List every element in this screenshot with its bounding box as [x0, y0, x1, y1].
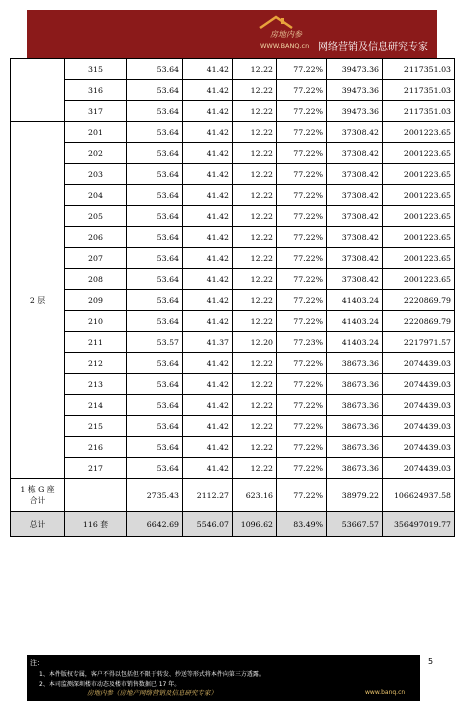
- total-price: 2074439.03: [383, 437, 455, 458]
- total-price: 2074439.03: [383, 374, 455, 395]
- efficiency-rate: 77.22%: [277, 122, 327, 143]
- table-row: [11, 269, 455, 290]
- table-row: [11, 101, 455, 122]
- unit-price: 38673.36: [327, 416, 383, 437]
- logo-url: WWW.BANQ.cn: [260, 42, 310, 50]
- table-row: [11, 122, 455, 143]
- efficiency-rate: 77.22%: [277, 290, 327, 311]
- inner-area: 5546.07: [183, 512, 233, 537]
- building-area: 53.64: [127, 374, 183, 395]
- building-area: 53.64: [127, 164, 183, 185]
- efficiency-rate: 77.22%: [277, 458, 327, 479]
- unit-number: 215: [65, 416, 127, 437]
- note-line-1: 1、本件版权专属，客户不得以包括但不限于转发、抄送等形式将本件向第三方透露。: [39, 671, 265, 678]
- unit-price: 38673.36: [327, 395, 383, 416]
- unit-number: 203: [65, 164, 127, 185]
- unit-price: 37308.42: [327, 206, 383, 227]
- shared-area: 12.22: [233, 311, 277, 332]
- total-price: 2217971.57: [383, 332, 455, 353]
- building-area: 53.64: [127, 416, 183, 437]
- unit-price: 39473.36: [327, 101, 383, 122]
- total-price: 2001223.65: [383, 206, 455, 227]
- efficiency-rate: 77.22%: [277, 80, 327, 101]
- shared-area: 12.22: [233, 395, 277, 416]
- inner-area: 41.42: [183, 395, 233, 416]
- total-price: 106624937.58: [383, 479, 455, 512]
- floor-cell: [11, 59, 65, 122]
- table-row: [11, 395, 455, 416]
- note-line-2: 2、本司监测深圳楼市动态及楼市销售数据已 17 年。: [39, 681, 181, 688]
- total-price: 2074439.03: [383, 395, 455, 416]
- building-area: 53.64: [127, 143, 183, 164]
- efficiency-rate: 77.22%: [277, 185, 327, 206]
- unit-price: 37308.42: [327, 164, 383, 185]
- building-area: 53.64: [127, 269, 183, 290]
- inner-area: 41.42: [183, 227, 233, 248]
- total-price: 2001223.65: [383, 185, 455, 206]
- shared-area: 12.22: [233, 59, 277, 80]
- unit-number: 217: [65, 458, 127, 479]
- inner-area: 41.42: [183, 290, 233, 311]
- efficiency-rate: 77.22%: [277, 227, 327, 248]
- efficiency-rate: 77.22%: [277, 269, 327, 290]
- table-row: [11, 185, 455, 206]
- unit-number: 206: [65, 227, 127, 248]
- total-price: 2001223.65: [383, 164, 455, 185]
- unit-price: 53667.57: [327, 512, 383, 537]
- building-area: 2735.43: [127, 479, 183, 512]
- unit-number: 211: [65, 332, 127, 353]
- inner-area: 41.37: [183, 332, 233, 353]
- building-area: 53.57: [127, 332, 183, 353]
- shared-area: 12.22: [233, 206, 277, 227]
- footer-url: www.banq.cn: [365, 689, 406, 696]
- building-area: 53.64: [127, 206, 183, 227]
- shared-area: 1096.62: [233, 512, 277, 537]
- inner-area: 41.42: [183, 311, 233, 332]
- unit-price: 39473.36: [327, 80, 383, 101]
- shared-area: 12.20: [233, 332, 277, 353]
- unit-price: 41403.24: [327, 311, 383, 332]
- unit-number: 212: [65, 353, 127, 374]
- unit-number: 213: [65, 374, 127, 395]
- shared-area: 12.22: [233, 458, 277, 479]
- shared-area: 12.22: [233, 353, 277, 374]
- unit-price: 38673.36: [327, 353, 383, 374]
- inner-area: 41.42: [183, 437, 233, 458]
- inner-area: 41.42: [183, 374, 233, 395]
- shared-area: 12.22: [233, 101, 277, 122]
- total-price: 2220869.79: [383, 290, 455, 311]
- efficiency-rate: 77.22%: [277, 437, 327, 458]
- table-row: [11, 143, 455, 164]
- note-title: 注：: [30, 659, 44, 667]
- building-area: 53.64: [127, 311, 183, 332]
- total-price: 2001223.65: [383, 227, 455, 248]
- logo-text: 房地内参: [270, 30, 302, 39]
- grand-total-row: [11, 512, 455, 537]
- unit-number: 207: [65, 248, 127, 269]
- unit-number: 209: [65, 290, 127, 311]
- unit-price: 37308.42: [327, 269, 383, 290]
- unit-number: 214: [65, 395, 127, 416]
- unit-price: 38673.36: [327, 458, 383, 479]
- total-price: 2074439.03: [383, 458, 455, 479]
- shared-area: 12.22: [233, 374, 277, 395]
- efficiency-rate: 77.22%: [277, 395, 327, 416]
- table-row: [11, 458, 455, 479]
- inner-area: 41.42: [183, 458, 233, 479]
- building-area: 53.64: [127, 101, 183, 122]
- unit-price: 37308.42: [327, 122, 383, 143]
- building-area: 53.64: [127, 122, 183, 143]
- unit-number: 204: [65, 185, 127, 206]
- shared-area: 12.22: [233, 227, 277, 248]
- footer-brand: 房地内参（房地产网络营销及信息研究专家）: [87, 689, 217, 697]
- table-row: [11, 227, 455, 248]
- inner-area: 41.42: [183, 248, 233, 269]
- efficiency-rate: 77.22%: [277, 311, 327, 332]
- building-area: 53.64: [127, 80, 183, 101]
- shared-area: 12.22: [233, 80, 277, 101]
- unit-price: 41403.24: [327, 290, 383, 311]
- inner-area: 41.42: [183, 353, 233, 374]
- unit-price: 38979.22: [327, 479, 383, 512]
- footer-notes: [27, 655, 420, 701]
- inner-area: 41.42: [183, 143, 233, 164]
- inner-area: 41.42: [183, 80, 233, 101]
- table-row: [11, 416, 455, 437]
- floor-label: 2 层: [11, 122, 65, 479]
- building-total-label-line1: 1 栋 G 座: [20, 485, 55, 494]
- table-row: [11, 248, 455, 269]
- building-area: 53.64: [127, 353, 183, 374]
- efficiency-rate: 77.22%: [277, 353, 327, 374]
- table-row: [11, 80, 455, 101]
- inner-area: 41.42: [183, 164, 233, 185]
- inner-area: 41.42: [183, 122, 233, 143]
- grand-total-label: 总计: [11, 512, 65, 537]
- unit-number: 205: [65, 206, 127, 227]
- building-area: 53.64: [127, 458, 183, 479]
- total-price: 2001223.65: [383, 122, 455, 143]
- unit-number: 202: [65, 143, 127, 164]
- building-area: 53.64: [127, 395, 183, 416]
- shared-area: 12.22: [233, 290, 277, 311]
- total-price: 2001223.65: [383, 248, 455, 269]
- building-area: 6642.69: [127, 512, 183, 537]
- unit-price: 38673.36: [327, 437, 383, 458]
- unit-price: 37308.42: [327, 227, 383, 248]
- shared-area: 12.22: [233, 185, 277, 206]
- building-total-label: [11, 479, 65, 512]
- table-row: [11, 374, 455, 395]
- shared-area: 12.22: [233, 122, 277, 143]
- unit-number: 201: [65, 122, 127, 143]
- unit-price: 37308.42: [327, 248, 383, 269]
- table-row: [11, 290, 455, 311]
- header-banner: [27, 10, 437, 58]
- efficiency-rate: 77.22%: [277, 479, 327, 512]
- total-price: 2001223.65: [383, 143, 455, 164]
- table-row: [11, 311, 455, 332]
- table-row: [11, 332, 455, 353]
- unit-price: 37308.42: [327, 185, 383, 206]
- unit-count: [65, 479, 127, 512]
- inner-area: 41.42: [183, 185, 233, 206]
- efficiency-rate: 77.22%: [277, 59, 327, 80]
- efficiency-rate: 77.22%: [277, 101, 327, 122]
- table-row: [11, 206, 455, 227]
- shared-area: 12.22: [233, 164, 277, 185]
- building-area: 53.64: [127, 437, 183, 458]
- table-row: [11, 437, 455, 458]
- unit-number: 315: [65, 59, 127, 80]
- building-total-row: [11, 479, 455, 512]
- shared-area: 12.22: [233, 248, 277, 269]
- efficiency-rate: 77.22%: [277, 143, 327, 164]
- inner-area: 41.42: [183, 206, 233, 227]
- efficiency-rate: 77.22%: [277, 248, 327, 269]
- shared-area: 623.16: [233, 479, 277, 512]
- efficiency-rate: 77.22%: [277, 164, 327, 185]
- unit-price: 39473.36: [327, 59, 383, 80]
- header-title: 网络营销及信息研究专家: [318, 42, 428, 53]
- building-area: 53.64: [127, 59, 183, 80]
- shared-area: 12.22: [233, 416, 277, 437]
- page-number: 5: [428, 657, 434, 666]
- total-price: 2074439.03: [383, 353, 455, 374]
- shared-area: 12.22: [233, 269, 277, 290]
- unit-price: 41403.24: [327, 332, 383, 353]
- sales-data-table: [10, 58, 455, 537]
- unit-number: 316: [65, 80, 127, 101]
- unit-price: 38673.36: [327, 374, 383, 395]
- shared-area: 12.22: [233, 143, 277, 164]
- efficiency-rate: 83.49%: [277, 512, 327, 537]
- inner-area: 41.42: [183, 59, 233, 80]
- total-price: 2117351.03: [383, 101, 455, 122]
- inner-area: 2112.27: [183, 479, 233, 512]
- efficiency-rate: 77.22%: [277, 206, 327, 227]
- building-area: 53.64: [127, 248, 183, 269]
- inner-area: 41.42: [183, 101, 233, 122]
- building-total-label-line2: 合计: [29, 496, 46, 505]
- inner-area: 41.42: [183, 416, 233, 437]
- total-price: 2001223.65: [383, 269, 455, 290]
- building-area: 53.64: [127, 185, 183, 206]
- total-price: 2220869.79: [383, 311, 455, 332]
- unit-number: 216: [65, 437, 127, 458]
- total-price: 2074439.03: [383, 416, 455, 437]
- unit-number: 317: [65, 101, 127, 122]
- total-price: 2117351.03: [383, 59, 455, 80]
- unit-price: 37308.42: [327, 143, 383, 164]
- total-price: 2117351.03: [383, 80, 455, 101]
- unit-number: 210: [65, 311, 127, 332]
- table-row: [11, 164, 455, 185]
- efficiency-rate: 77.22%: [277, 374, 327, 395]
- efficiency-rate: 77.23%: [277, 332, 327, 353]
- building-area: 53.64: [127, 227, 183, 248]
- unit-number: 208: [65, 269, 127, 290]
- inner-area: 41.42: [183, 269, 233, 290]
- shared-area: 12.22: [233, 437, 277, 458]
- efficiency-rate: 77.22%: [277, 416, 327, 437]
- unit-count: 116 套: [65, 512, 127, 537]
- total-price: 356497019.77: [383, 512, 455, 537]
- table-row: [11, 353, 455, 374]
- table-row: [11, 59, 455, 80]
- building-area: 53.64: [127, 290, 183, 311]
